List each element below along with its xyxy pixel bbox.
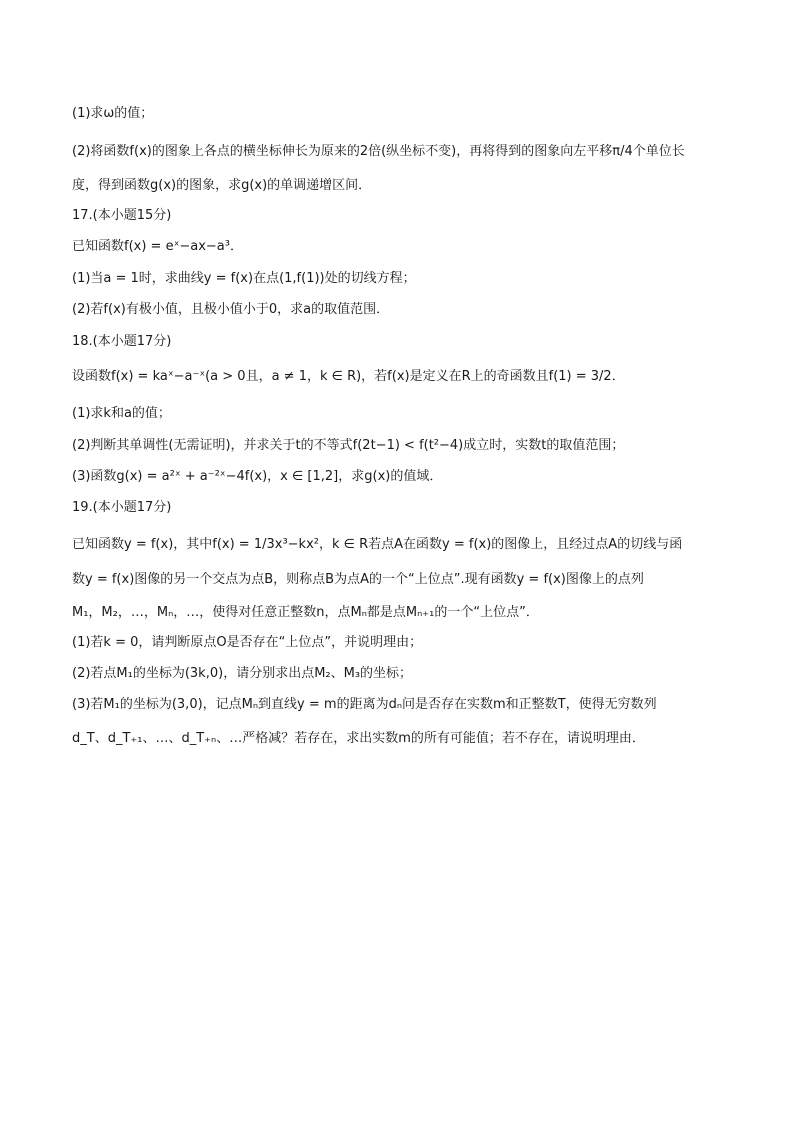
q16-part2-line1: (2)将函数f(x)的图象上各点的横坐标伸长为原来的2倍(纵坐标不变)，再将得到的图象向左平移π/4个单位长 bbox=[72, 144, 685, 159]
q18-heading: 18.(本小题17分) bbox=[72, 334, 172, 349]
q19-part2: (2)若点M₁的坐标为(3k,0)，请分别求出点M₂、M₃的坐标； bbox=[72, 666, 413, 681]
q19-stem-line3: M₁，M₂，…，Mₙ，…，使得对任意正整数n，点Mₙ都是点Mₙ₊₁的一个“上位点”． bbox=[72, 605, 539, 620]
q19-part1: (1)若k = 0，请判断原点O是否存在“上位点”，并说明理由； bbox=[72, 635, 423, 650]
q19-stem-line2: 数y = f(x)图像的另一个交点为点B，则称点B为点A的一个“上位点”.现有函数y = f(x)图像上的点列 bbox=[72, 572, 644, 587]
q18-stem: 设函数f(x) = kaˣ−a⁻ˣ(a > 0且，a ≠ 1，k ∈ R)，若f(x)是定义在R上的奇函数且f(1) = 3/2． bbox=[72, 369, 625, 384]
q19-heading: 19.(本小题17分) bbox=[72, 500, 172, 515]
q17-heading: 17.(本小题15分) bbox=[72, 208, 172, 223]
q16-part1: (1)求ω的值； bbox=[72, 106, 154, 121]
q18-part1: (1)求k和a的值； bbox=[72, 406, 171, 421]
q18-part3: (3)函数g(x) = a²ˣ + a⁻²ˣ−4f(x)，x ∈ [1,2]，求g(x)的值域． bbox=[72, 469, 443, 484]
q17-part1: (1)当a = 1时，求曲线y = f(x)在点(1,f(1))处的切线方程； bbox=[72, 271, 416, 286]
q19-part3-line2: d_T、d_T₊₁、…、d_T₊ₙ、…严格减？若存在，求出实数m的所有可能值；若不存在，请说明理由． bbox=[72, 731, 645, 746]
q19-part3-line1: (3)若M₁的坐标为(3,0)，记点Mₙ到直线y = m的距离为dₙ问是否存在实数m和正整数T，使得无穷数列 bbox=[72, 697, 657, 712]
q19-stem-line1: 已知函数y = f(x)，其中f(x) = 1/3x³−kx²，k ∈ R若点A在函数y = f(x)的图像上，且经过点A的切线与函 bbox=[72, 537, 683, 552]
q17-part2: (2)若f(x)有极小值，且极小值小于0，求a的取值范围． bbox=[72, 302, 390, 317]
q16-part2-line2: 度，得到函数g(x)的图象，求g(x)的单调递增区间． bbox=[72, 178, 372, 193]
q17-stem: 已知函数f(x) = eˣ−ax−a³． bbox=[72, 239, 243, 254]
q18-part2: (2)判断其单调性(无需证明)，并求关于t的不等式f(2t−1) < f(t²−4)成立时，实数t的取值范围； bbox=[72, 438, 625, 453]
